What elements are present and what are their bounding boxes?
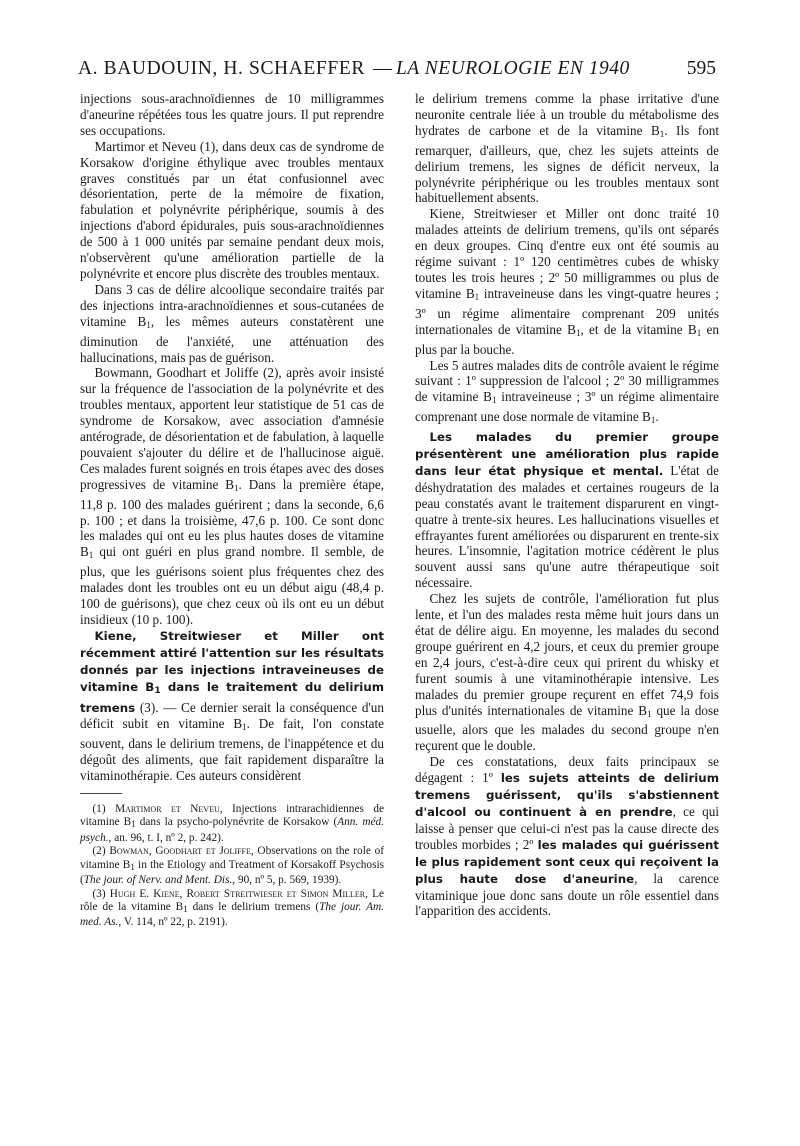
footnote-text: , an. 96, t. I, nº 2, p. 242). xyxy=(108,831,224,844)
paragraph-text: , et de la vitamine B xyxy=(580,321,697,337)
footnote-text: in the Etiology and Treatment of Korsakoff Psychosis ( xyxy=(80,858,384,887)
paragraph xyxy=(415,591,719,754)
paragraph xyxy=(80,139,384,282)
paragraph xyxy=(80,365,384,628)
footnote-text: dans la psycho-polynévrite de Korsakow ( xyxy=(135,816,338,829)
subscript: 1 xyxy=(234,482,239,493)
header-journal-title: LA NEUROLOGIE EN 1940 xyxy=(395,58,630,79)
paragraph-text: en plus par la bouche. xyxy=(415,321,719,357)
paragraph xyxy=(415,91,719,206)
paragraph-text: injections sous-arachnoïdiennes de 10 milligrammes d'aneurine répétées tous les quatre jours. Il put reprendre ses occupations. xyxy=(80,91,384,138)
bold-text: les malades qui guérissent le plus rapidement sont ceux qui reçoivent la plus haute dose d'aneurine xyxy=(415,837,719,886)
paragraph-text: intraveineuse dans les vingt-quatre heures ; 3º un régime alimentaire comprenant 209 unités internationales de vitamine B xyxy=(415,285,719,337)
footnote-number: (2) xyxy=(92,845,110,858)
paragraph-text: que la dose usuelle, alors que les malades du second groupe n'en reçurent que le double. xyxy=(415,702,719,754)
footnote-number: (1) xyxy=(92,803,116,816)
subscript: 1 xyxy=(154,685,161,696)
paragraph-text: le delirium tremens comme la phase irritative d'une neuronite centrale liée à un trouble du métabolisme des hydrates de carbone et de la vitamine B xyxy=(415,91,719,138)
footnote-authors: Bowman, Goodhart et Joliffe xyxy=(109,845,251,858)
footnote-3 xyxy=(80,888,384,930)
subscript: 1 xyxy=(491,395,497,406)
paragraph xyxy=(415,429,719,591)
footnote-journal: Ann. méd. psych. xyxy=(80,816,384,844)
header-dash: — xyxy=(372,58,392,79)
subscript: 1 xyxy=(130,861,135,872)
paragraph-text: , la carence vitaminique joue donc sans doute un rôle essentiel dans l'apparition des accidents. xyxy=(415,870,719,919)
subscript: 1 xyxy=(650,415,656,426)
footnote-text: , V. 114, nº 22, p. 2191). xyxy=(118,916,228,929)
footnote-journal: The jour. of Nerv. and Ment. Dis. xyxy=(83,874,233,887)
footnote-authors: Martimor et Neveu xyxy=(115,803,220,816)
paragraph-text: Chez les sujets de contrôle, l'amélioration fut plus lente, et l'un des malades resta même huit jours dans un état de délire aigu. En moyenne, les malades du second groupe guérirent en 4,2 jours, et ceux du premier groupe en 2,4 jours, c'est-à-dire ceux qui prirent du whisky et furent soumis à une vitaminothérapie intensive. Les malades du premier groupe reçurent en effet 74,9 fois plus d'unités internationales de vitamine B xyxy=(415,591,719,718)
bold-text: Les malades du premier groupe présentèrent une amélioration plus rapide dans leur état physique et mental. xyxy=(415,430,719,478)
page-number: 595 xyxy=(686,58,716,79)
paragraph xyxy=(415,754,719,919)
paragraph xyxy=(80,282,384,366)
subscript: 1 xyxy=(647,708,652,719)
header-authors: A. BAUDOUIN, H. SCHAEFFER xyxy=(78,58,365,79)
subscript: 1 xyxy=(575,327,581,338)
footnotes xyxy=(80,803,384,930)
paragraph-text: . De fait, l'on constate souvent, dans le delirium tremens, de l'inappétence et du dégoût des aliments, que fait rapidement disparaître la vitaminothérapie. Ces auteurs considèrent xyxy=(80,716,385,784)
subscript: 1 xyxy=(146,319,151,330)
paragraph-text: De ces constatations, deux faits principaux se dégagent : 1º xyxy=(415,754,719,786)
paragraph-text: L'état de déshydratation des malades et certaines rougeurs de la peau constatés avant le traitement disparurent en vingt-quatre à trente-six heures. Les hallucinations visuelles et effrayantes furent améliorées ou disparurent en trente-six heures. L'insomnie, l'agitation motrice cédèrent le plus souvent aussi sans qu'une autre thérapeutique soit nécessaire. xyxy=(415,462,719,591)
footnote-1 xyxy=(80,803,384,845)
paragraph-text: Kiene, Streitwieser et Miller ont donc traité 10 malades atteints de delirium tremens, qu'ils ont séparés en deux groupes. Cinq d'entre eux ont été soumis au régime suivant : 1º 120 centimètres cubes de whisky toutes les trois heures ; 2º 50 milligrammes ou plus de vitamine B xyxy=(415,206,719,301)
paragraph-text: . Dans la première étape, 11,8 p. 100 des malades guérirent ; dans la seconde, 6,6 p. 100 ; et dans la troisième, 47,6 p. 100. Ce sont donc les malades qui ont eu les plus hautes doses de vitamine B xyxy=(80,476,385,560)
subscript: 1 xyxy=(696,327,702,338)
subscript: 1 xyxy=(88,550,94,561)
footnote-journal: The jour. Am. med. As. xyxy=(80,900,385,929)
subscript: 1 xyxy=(474,291,480,302)
footnote-text: , Observations on the role of vitamine B xyxy=(80,845,384,871)
footnote-separator xyxy=(80,793,122,794)
subscript: 1 xyxy=(659,128,665,139)
paragraph-text: (3). — Ce dernier serait la conséquence d'un déficit subit en vitamine B xyxy=(80,699,384,732)
running-header xyxy=(78,58,718,88)
footnote-2 xyxy=(80,845,384,887)
paragraph-text: Bowmann, Goodhart et Joliffe (2), après avoir insisté sur la fréquence de l'association de la polynévrite et des troubles mentaux, apportent leur statistique de 51 cas de syndrome de Korsakow, avec association d'amnésie antérograde, de désorientation et de fabulation, à laquelle pouvaient s'ajouter du délire et de l'hallucinose aiguë. Ces malades furent soignés en trois étapes avec des doses progressives de vitamine B xyxy=(80,365,384,492)
paragraph-text: Les 5 autres malades dits de contrôle avaient le régime suivant : 1º suppression de l'alcool ; 2º 30 milligrammes de vitamine B xyxy=(415,357,719,405)
paragraph xyxy=(80,91,384,139)
paragraph-text: Martimor et Neveu (1), dans deux cas de syndrome de Korsakow d'origine éthylique avec troubles mentaux graves constitués par un état confusionnel avec désorientation, perte de la mémoire de fixation, fabulation et polynévrite périphérique, soumis à des injections d'abord épidurales, puis sous-arachnoïdiennes de 500 à 1 000 unités par semaine pendant deux mois, n'observèrent qu'une amélioration partielle de la polynévrite et encore plus discrète des troubles mentaux. xyxy=(80,138,384,281)
paragraph-text: , ce qui laisse à penser que celui-ci n'est pas la cause directe des troubles morbides ; 2º xyxy=(415,803,719,852)
footnote-number: (3) xyxy=(92,887,110,900)
paragraph-text: qui ont guéri en plus grand nombre. Il semble, de plus, que les guérisons soient plus fréquentes chez des malades dont les troubles ont eu un début aigu (48,4 p. 100 de guérisons), que chez ceux où ils ont eu un début insidieux (10 p. 100). xyxy=(80,544,384,627)
footnote-text: , Le rôle de la vitamine B xyxy=(80,887,384,913)
paragraph-text: . Ils font remarquer, d'ailleurs, que, chez les sujets atteints de delirium tremens, les signes de déficit nerveux, la polynévrite périphérique ou les troubles mentaux sont habituellement absents. xyxy=(415,122,719,206)
paragraph xyxy=(80,628,384,784)
right-column xyxy=(415,91,719,919)
footnote-text: dans le delirium tremens ( xyxy=(187,900,320,913)
paragraph xyxy=(415,206,719,357)
bold-text: Kiene, Streitwieser et Miller ont récemment attiré l'attention sur les résultats donnés par les injections intraveineuses de vitamine B xyxy=(80,628,384,694)
subscript: 1 xyxy=(131,819,136,830)
paragraph-text: Dans 3 cas de délire alcoolique secondaire traités par des injections intra-arachnoïdiennes et sous-cutanées de vitamine B xyxy=(80,281,384,329)
footnote-text: , 90, nº 5, p. 569, 1939). xyxy=(232,874,342,887)
footnote-authors: Hugh E. Kiene, Robert Streitwieser et Simon Miller xyxy=(109,887,366,900)
paragraph-text: , les mêmes auteurs constatèrent une diminution de l'anxiété, une atténuation des hallucinations, mais pas de guérison. xyxy=(80,313,384,365)
subscript: 1 xyxy=(242,722,247,733)
footnote-text: , Injections intrarachidiennes de vitamine B xyxy=(80,803,384,829)
subscript: 1 xyxy=(183,903,188,914)
paragraph xyxy=(415,358,719,430)
bold-text: dans le traitement du delirium tremens xyxy=(80,679,385,715)
left-column xyxy=(80,91,384,930)
paragraph-text: intraveineuse ; 3º un régime alimentaire comprenant une dose normale de vitamine B xyxy=(415,389,720,425)
paragraph-text: . xyxy=(655,409,659,425)
bold-text: les sujets atteints de delirium tremens guérissent, qu'ils s'abstiennent d'alcool ou continuent à en prendre xyxy=(415,771,719,819)
